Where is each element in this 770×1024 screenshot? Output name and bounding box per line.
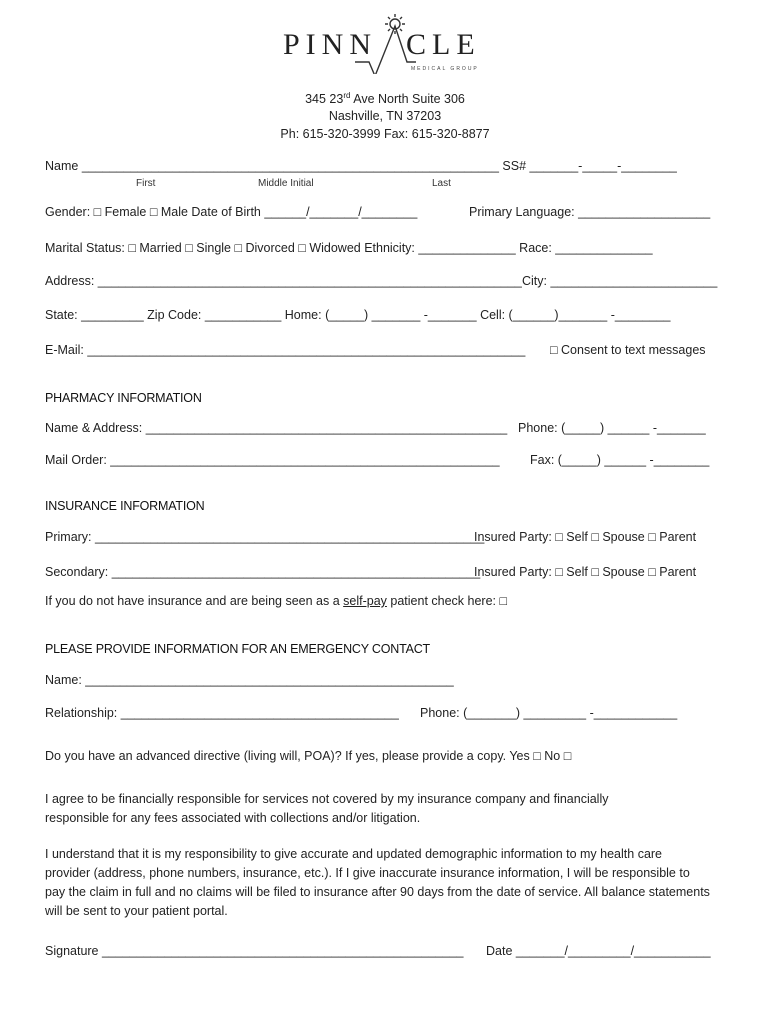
financial-agreement-paragraph: I agree to be financially responsible for services not covered by my insurance company and financially responsible for any fees associated with collections and/or litigation. xyxy=(45,792,609,825)
address-field[interactable]: Address: _____________________________________________________________ xyxy=(45,274,522,288)
address-line-2: Nashville, TN 37203 xyxy=(328,109,442,123)
city-field[interactable]: City: ________________________ xyxy=(522,274,718,288)
logo-subtitle: MEDICAL GROUP xyxy=(411,66,479,72)
gender-dob-row[interactable]: Gender: □ Female □ Male Date of Birth ______/_______/________ xyxy=(45,205,418,219)
emergency-name-field[interactable]: Name: _____________________________________________________ xyxy=(45,673,454,687)
emergency-relationship-field[interactable]: Relationship: ________________________________________ xyxy=(45,706,399,720)
insurance-heading: INSURANCE INFORMATION xyxy=(45,499,205,513)
self-pay-text: self-pay xyxy=(343,594,387,608)
emergency-phone-field[interactable]: Phone: (_______) _________ -____________ xyxy=(420,706,678,720)
logo xyxy=(283,12,488,74)
secondary-insured-party[interactable]: Insured Party: □ Self □ Spouse □ Parent xyxy=(474,565,697,579)
pharmacy-name-address-field[interactable]: Name & Address: ____________________________________________________ xyxy=(45,421,508,435)
secondary-insurance-field[interactable]: Secondary: _____________________________________________________ xyxy=(45,565,481,579)
name-field[interactable]: Name ____________________________________________________________ SS# _______-_____-________ xyxy=(45,159,677,173)
advanced-directive-row[interactable]: Do you have an advanced directive (living will, POA)? If yes, please provide a copy. Yes □ No □ xyxy=(45,749,572,763)
date-field[interactable]: Date _______/_________/___________ xyxy=(486,944,711,958)
pharmacy-phone-field[interactable]: Phone: (_____) ______ -_______ xyxy=(518,421,706,435)
marital-status-row[interactable]: Marital Status: □ Married □ Single □ Divorced □ Widowed Ethnicity: ______________ Race: ______________ xyxy=(45,241,653,255)
middle-initial-label: Middle Initial xyxy=(258,178,314,189)
email-field[interactable]: E-Mail: _______________________________________________________________ xyxy=(45,343,526,357)
mail-order-field[interactable]: Mail Order: ________________________________________________________ xyxy=(45,453,500,467)
address-line-1: 345 23rd Ave North Suite 306 xyxy=(305,91,465,107)
primary-insured-party[interactable]: Insured Party: □ Self □ Spouse □ Parent xyxy=(474,530,697,544)
demographic-agreement-paragraph: I understand that it is my responsibility to give accurate and updated demographic information to my health care provider (address, phone numbers, insurance, etc.). If I give inaccurate insurance information, I will be responsible to pay the claim in full and no claims will be filed to insurance after 90 days from the date of service. All balance statements will be sent to your patient portal. xyxy=(45,847,710,918)
logo-text-right: CLE xyxy=(406,28,481,61)
primary-language-field[interactable]: Primary Language: ___________________ xyxy=(469,205,711,219)
pharmacy-heading: PHARMACY INFORMATION xyxy=(45,391,202,405)
logo-text-left: PINN xyxy=(283,28,378,61)
last-label: Last xyxy=(432,178,451,189)
first-label: First xyxy=(136,178,156,189)
consent-checkbox[interactable]: □ Consent to text messages xyxy=(550,343,706,357)
pharmacy-fax-field[interactable]: Fax: (_____) ______ -________ xyxy=(530,453,710,467)
signature-field[interactable]: Signature ____________________________________________________ xyxy=(45,944,464,958)
emergency-heading: PLEASE PROVIDE INFORMATION FOR AN EMERGENCY CONTACT xyxy=(45,642,430,656)
self-pay-row[interactable]: If you do not have insurance and are being seen as a self-pay patient check here: □ xyxy=(45,594,508,608)
primary-insurance-field[interactable]: Primary: ________________________________________________________ xyxy=(45,530,485,544)
address-line-3: Ph: 615-320-3999 Fax: 615-320-8877 xyxy=(280,127,490,141)
state-zip-phone-row[interactable]: State: _________ Zip Code: ___________ Home: (_____) _______ -_______ Cell: (______)_______ -________ xyxy=(45,308,671,322)
